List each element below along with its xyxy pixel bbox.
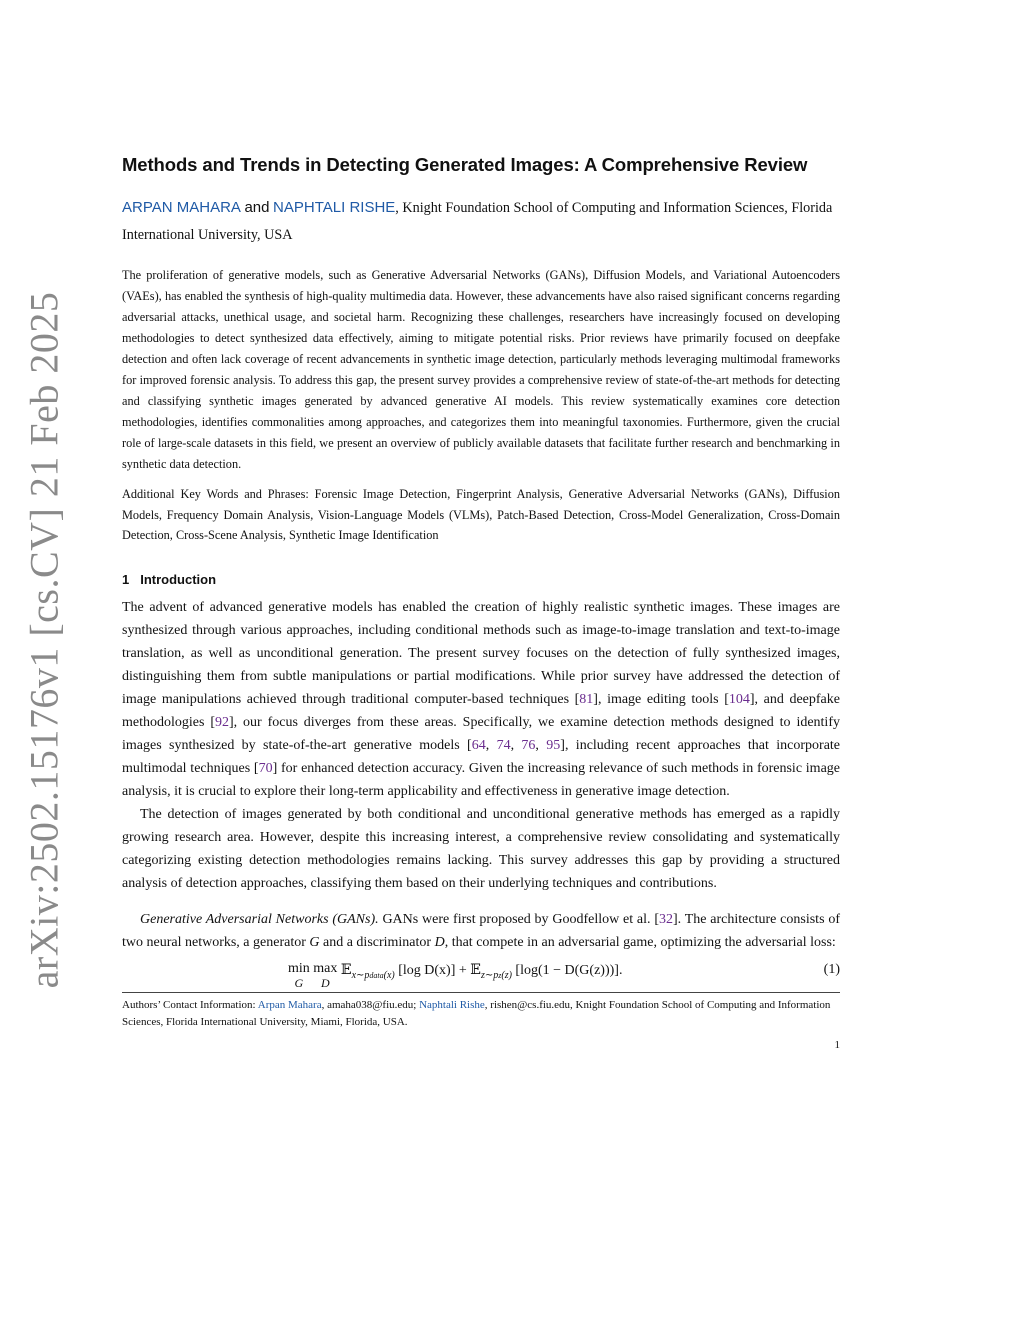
citation-link[interactable]: 92 — [214, 714, 229, 730]
author-affiliation: , Knight Foundation School of Computing and Information Sciences, Florida International University, USA — [122, 200, 833, 243]
arxiv-identifier-stamp: arXiv:2502.15176v1 [cs.CV] 21 Feb 2025 — [21, 291, 67, 989]
section-heading-introduction — [122, 572, 840, 587]
paper-title: Methods and Trends in Detecting Generated Images: A Comprehensive Review — [122, 154, 808, 175]
citation-link[interactable]: 104 — [728, 691, 750, 707]
author-link-mahara-footnote[interactable]: Arpan Mahara — [257, 998, 322, 1011]
citation-link[interactable]: 64 — [471, 737, 486, 753]
author-link-rishe[interactable]: NAPHTALI RISHE — [273, 199, 396, 216]
author-contact-footnote: Authors’ Contact Information: Arpan Mahara, amaha038@fiu.edu; Naphtali Rishe, rishen@cs.fiu.edu, Knight Foundation School of Computing and Information Sciences, Florida International University, Miami, Florida, USA. — [122, 998, 831, 1028]
paper-page — [122, 150, 840, 1051]
citation-link[interactable]: 70 — [258, 760, 273, 776]
citation-link[interactable]: 32 — [659, 911, 674, 927]
equation-number: (1) — [823, 961, 840, 977]
intro-paragraph-2: The detection of images generated by both conditional and unconditional generative methods has emerged as a rapidly growing research area. However, despite this increasing interest, a comprehensive review consolidating and systematically categorizing existing detection methodologies remains lacking. This survey addresses this gap by providing a structured analysis of detection approaches, classifying them based on their underlying techniques and contributions. — [122, 806, 840, 891]
paragraph-lead: Generative Adversarial Networks (GANs). — [140, 911, 379, 927]
citation-link[interactable]: 81 — [579, 691, 594, 707]
page-number: 1 — [834, 1038, 840, 1051]
author-link-mahara[interactable]: ARPAN MAHARA — [122, 199, 241, 216]
gan-paragraph: Generative Adversarial Networks (GANs). GANs were first proposed by Goodfellow et al. [32]. The architecture consists of two neural networks, a generator G and a discriminator D, that compete in an adversarial game, optimizing the adversarial loss: — [122, 911, 840, 950]
citation-link[interactable]: 74 — [496, 737, 511, 753]
keywords: Additional Key Words and Phrases: Forensic Image Detection, Fingerprint Analysis, Generative Adversarial Networks (GANs), Diffusion Models, Frequency Domain Analysis, Vision-Language Models (VLMs), Patch-Based Detection, Cross-Model Generalization, Cross-Domain Detection, Cross-Scene Analysis, Synthetic Image Identification — [122, 487, 840, 542]
equation-body: min G max D 𝔼$_{x\sim pdata(x)}$ [log D(x)] + 𝔼$_{z\sim pz(z)}$ [log(1 − D(G(z)))]. — [288, 960, 623, 990]
section-title: Introduction — [140, 571, 217, 587]
author-link-rishe-footnote[interactable]: Naphtali Rishe — [419, 998, 485, 1011]
author-block — [122, 194, 840, 249]
citation-link[interactable]: 95 — [546, 737, 561, 753]
citation-link[interactable]: 76 — [521, 737, 536, 753]
author-conjunction: and — [244, 199, 270, 216]
section-number: 1 — [122, 571, 130, 587]
equation-1 — [122, 956, 840, 990]
footnote-divider — [122, 992, 840, 993]
abstract: The proliferation of generative models, such as Generative Adversarial Networks (GANs), Diffusion Models, and Variational Autoencoders (VAEs), has enabled the synthesis of high-quality multimedia data. However, these advancements have also raised significant concerns regarding adversarial attacks, unethical usage, and societal harm. Recognizing these challenges, researchers have increasingly focused on developing methodologies to detect synthesized data effectively, aiming to mitigate potential risks. Prior reviews have primarily focused on deepfake detection and often lack coverage of recent advancements in synthetic image detection, particularly methods leveraging multimodal frameworks for improved forensic analysis. To address this gap, the present survey provides a comprehensive review of state-of-the-art methods for detecting and classifying synthetic images generated by advanced generative AI models. This review systematically examines core detection methodologies, identifies commonalities among approaches, and categorizes them into meaningful taxonomies. Furthermore, given the crucial role of large-scale datasets in this field, we present an overview of publicly available datasets that facilitate further research and benchmarking in synthetic data detection. — [122, 268, 840, 471]
max-operator: max D — [313, 960, 338, 990]
intro-paragraph-1: The advent of advanced generative models has enabled the creation of highly realistic synthetic images. These images are synthesized through various approaches, including conditional methods such as image-to-image translation and text-to-image translation, as well as unconditional generation. The present survey focuses on the detection of fully synthesized images, distinguishing them from subtle manipulations or partial modifications. While prior survey have addressed the detection of image manipulations achieved through traditional computer-based techniques [81], image editing tools [104], and deepfake methodologies [92], our focus diverges from these areas. Specifically, we examine detection methods designed to identify images synthesized by state-of-the-art generative models [64, 74, 76, 95], including recent approaches that incorporate multimodal techniques [70] for enhanced detection accuracy. Given the increasing relevance of such methods in forensic image analysis, it is crucial to explore their long-term applicability and effectiveness in generative image detection. — [122, 599, 841, 799]
min-operator: min G — [288, 960, 310, 990]
